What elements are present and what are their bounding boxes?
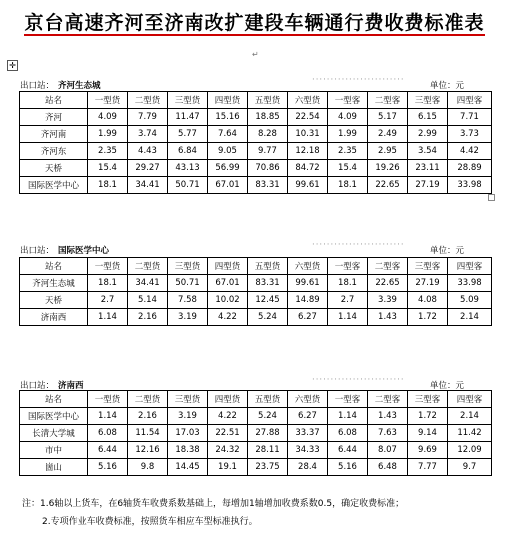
- fee-cell: 5.24: [248, 408, 288, 425]
- fee-cell: 5.16: [88, 459, 128, 476]
- column-header: 三型客: [408, 258, 448, 275]
- fee-cell: 19.26: [368, 160, 408, 177]
- column-header: 五型货: [248, 92, 288, 109]
- fee-cell: 1.14: [328, 408, 368, 425]
- fee-cell: 11.47: [168, 109, 208, 126]
- header-row: [20, 391, 492, 408]
- column-header: 一型客: [328, 92, 368, 109]
- fee-cell: 3.54: [408, 143, 448, 160]
- fee-cell: 34.41: [128, 177, 168, 194]
- note-1: 注：1.6轴以上货车，在6轴货车收费系数基础上，每增加1轴增加收费系数0.5，确定收费标准；: [22, 499, 405, 509]
- table-row: [20, 408, 492, 425]
- table-row: [20, 309, 492, 326]
- fee-cell: 6.84: [168, 143, 208, 160]
- fee-cell: 84.72: [288, 160, 328, 177]
- fee-cell: 15.4: [88, 160, 128, 177]
- fee-cell: 5.09: [448, 292, 492, 309]
- fee-cell: 18.1: [88, 177, 128, 194]
- fee-cell: 5.14: [128, 292, 168, 309]
- table-row: [20, 126, 492, 143]
- column-header: 二型客: [368, 92, 408, 109]
- fee-cell: 56.99: [208, 160, 248, 177]
- fee-cell: 6.08: [328, 425, 368, 442]
- column-header: 二型客: [368, 258, 408, 275]
- fee-cell: 18.38: [168, 442, 208, 459]
- fee-cell: 18.1: [88, 275, 128, 292]
- fee-cell: 9.77: [248, 143, 288, 160]
- table-row: [20, 275, 492, 292]
- fee-cell: 18.1: [328, 177, 368, 194]
- fee-cell: 17.03: [168, 425, 208, 442]
- fee-cell: 14.89: [288, 292, 328, 309]
- fee-cell: 34.33: [288, 442, 328, 459]
- exit-label: 出口站：: [20, 81, 55, 91]
- fee-cell: 10.31: [288, 126, 328, 143]
- table-row: [20, 442, 492, 459]
- unit-label: 单位：元: [430, 246, 465, 256]
- column-header: 五型货: [248, 391, 288, 408]
- station-name-cell: 齐河东: [20, 143, 88, 160]
- fee-cell: 6.15: [408, 109, 448, 126]
- exit-label: 出口站：: [20, 246, 55, 256]
- fee-cell: 4.22: [208, 408, 248, 425]
- fee-cell: 22.65: [368, 177, 408, 194]
- fee-cell: 5.77: [168, 126, 208, 143]
- table-row: [20, 425, 492, 442]
- fee-cell: 15.16: [208, 109, 248, 126]
- section-2-caption: [20, 240, 490, 256]
- fee-cell: 7.77: [408, 459, 448, 476]
- table-resize-handle[interactable]: [488, 194, 495, 201]
- column-header: 四型客: [448, 391, 492, 408]
- fee-cell: 2.49: [368, 126, 408, 143]
- fee-cell: 11.42: [448, 425, 492, 442]
- fee-cell: 6.08: [88, 425, 128, 442]
- fee-cell: 4.08: [408, 292, 448, 309]
- fee-cell: 5.24: [248, 309, 288, 326]
- station-name-cell: 市中: [20, 442, 88, 459]
- fee-cell: 7.58: [168, 292, 208, 309]
- fee-cell: 9.69: [408, 442, 448, 459]
- station-name-cell: 崮山: [20, 459, 88, 476]
- table-row: [20, 160, 492, 177]
- fee-cell: 9.7: [448, 459, 492, 476]
- fee-cell: 14.45: [168, 459, 208, 476]
- exit-label: 出口站：: [20, 381, 55, 391]
- fee-cell: 18.1: [328, 275, 368, 292]
- table-row: [20, 109, 492, 126]
- fee-cell: 3.39: [368, 292, 408, 309]
- leader-dots: ·························: [312, 375, 405, 385]
- fee-cell: 24.32: [208, 442, 248, 459]
- fee-cell: 23.11: [408, 160, 448, 177]
- column-header: 二型货: [128, 92, 168, 109]
- fee-cell: 67.01: [208, 275, 248, 292]
- station-name-cell: 国际医学中心: [20, 177, 88, 194]
- column-header: 六型货: [288, 258, 328, 275]
- column-header: 四型货: [208, 258, 248, 275]
- fee-cell: 15.4: [328, 160, 368, 177]
- fee-cell: 9.05: [208, 143, 248, 160]
- fee-cell: 1.99: [328, 126, 368, 143]
- fee-cell: 28.11: [248, 442, 288, 459]
- leader-dots: ·························: [312, 240, 405, 250]
- fee-table-3: [19, 390, 492, 476]
- fee-cell: 7.71: [448, 109, 492, 126]
- exit-station-name: 济南西: [58, 381, 84, 391]
- column-header: 二型货: [128, 391, 168, 408]
- fee-cell: 3.19: [168, 408, 208, 425]
- column-header: 四型货: [208, 391, 248, 408]
- column-header: 三型货: [168, 258, 208, 275]
- fee-table-2: [19, 257, 492, 326]
- fee-cell: 3.73: [448, 126, 492, 143]
- fee-cell: 4.22: [208, 309, 248, 326]
- fee-cell: 12.09: [448, 442, 492, 459]
- column-header: 五型货: [248, 258, 288, 275]
- fee-cell: 1.72: [408, 309, 448, 326]
- fee-cell: 67.01: [208, 177, 248, 194]
- fee-cell: 6.27: [288, 408, 328, 425]
- fee-cell: 12.18: [288, 143, 328, 160]
- station-name-cell: 齐河南: [20, 126, 88, 143]
- header-row: [20, 258, 492, 275]
- column-header: 四型客: [448, 258, 492, 275]
- page-title-text: 京台高速齐河至济南改扩建段车辆通行费收费标准表: [24, 12, 485, 34]
- fee-cell: 2.7: [328, 292, 368, 309]
- fee-cell: 7.63: [368, 425, 408, 442]
- fee-cell: 2.14: [448, 408, 492, 425]
- fee-cell: 7.64: [208, 126, 248, 143]
- fee-cell: 1.43: [368, 408, 408, 425]
- fee-cell: 22.51: [208, 425, 248, 442]
- table-move-handle-icon[interactable]: ✛: [7, 60, 18, 71]
- fee-cell: 6.44: [88, 442, 128, 459]
- page-title: [0, 8, 509, 35]
- fee-table-1: [19, 91, 492, 194]
- column-header: 四型货: [208, 92, 248, 109]
- column-header: 三型客: [408, 92, 448, 109]
- fee-cell: 2.99: [408, 126, 448, 143]
- fee-cell: 2.35: [88, 143, 128, 160]
- fee-cell: 1.43: [368, 309, 408, 326]
- unit-label: 单位：元: [430, 81, 465, 91]
- fee-cell: 99.61: [288, 275, 328, 292]
- header-row: [20, 92, 492, 109]
- fee-cell: 19.1: [208, 459, 248, 476]
- fee-cell: 9.8: [128, 459, 168, 476]
- column-header: 二型货: [128, 258, 168, 275]
- column-header: 六型货: [288, 391, 328, 408]
- column-header: 三型货: [168, 92, 208, 109]
- fee-cell: 22.54: [288, 109, 328, 126]
- fee-cell: 99.61: [288, 177, 328, 194]
- station-name-cell: 长清大学城: [20, 425, 88, 442]
- fee-cell: 6.48: [368, 459, 408, 476]
- fee-cell: 6.44: [328, 442, 368, 459]
- station-name-cell: 齐河: [20, 109, 88, 126]
- fee-cell: 1.14: [328, 309, 368, 326]
- fee-cell: 33.98: [448, 275, 492, 292]
- fee-cell: 29.27: [128, 160, 168, 177]
- fee-cell: 22.65: [368, 275, 408, 292]
- fee-cell: 2.14: [448, 309, 492, 326]
- fee-cell: 27.19: [408, 275, 448, 292]
- fee-cell: 1.99: [88, 126, 128, 143]
- column-header: 二型客: [368, 391, 408, 408]
- fee-cell: 9.14: [408, 425, 448, 442]
- fee-cell: 23.75: [248, 459, 288, 476]
- station-name-cell: 国际医学中心: [20, 408, 88, 425]
- station-name-cell: 天桥: [20, 292, 88, 309]
- column-header: 一型客: [328, 258, 368, 275]
- note-2: 2.专项作业车收费标准，按照货车相应车型标准执行。: [42, 517, 258, 527]
- fee-cell: 7.79: [128, 109, 168, 126]
- table-row: [20, 143, 492, 160]
- fee-cell: 11.54: [128, 425, 168, 442]
- fee-cell: 27.19: [408, 177, 448, 194]
- table-row: [20, 292, 492, 309]
- unit-label: 单位：元: [430, 381, 465, 391]
- column-header: 一型货: [88, 391, 128, 408]
- fee-cell: 8.07: [368, 442, 408, 459]
- fee-cell: 2.35: [328, 143, 368, 160]
- column-header: 四型客: [448, 92, 492, 109]
- fee-cell: 10.02: [208, 292, 248, 309]
- fee-cell: 33.37: [288, 425, 328, 442]
- fee-cell: 50.71: [168, 275, 208, 292]
- fee-cell: 2.7: [88, 292, 128, 309]
- column-header: 站名: [20, 92, 88, 109]
- exit-station-name: 齐河生态城: [58, 81, 101, 91]
- fee-cell: 12.45: [248, 292, 288, 309]
- column-header: 站名: [20, 391, 88, 408]
- fee-cell: 2.95: [368, 143, 408, 160]
- fee-cell: 4.09: [328, 109, 368, 126]
- fee-cell: 33.98: [448, 177, 492, 194]
- fee-cell: 2.16: [128, 408, 168, 425]
- column-header: 站名: [20, 258, 88, 275]
- column-header: 三型货: [168, 391, 208, 408]
- fee-cell: 28.89: [448, 160, 492, 177]
- fee-cell: 3.74: [128, 126, 168, 143]
- fee-cell: 83.31: [248, 177, 288, 194]
- column-header: 三型客: [408, 391, 448, 408]
- fee-cell: 43.13: [168, 160, 208, 177]
- exit-station-name: 国际医学中心: [58, 246, 110, 256]
- column-header: 一型货: [88, 92, 128, 109]
- fee-cell: 6.27: [288, 309, 328, 326]
- table-row: [20, 177, 492, 194]
- fee-cell: 2.16: [128, 309, 168, 326]
- fee-cell: 5.16: [328, 459, 368, 476]
- fee-cell: 4.43: [128, 143, 168, 160]
- fee-cell: 27.88: [248, 425, 288, 442]
- table-row: [20, 459, 492, 476]
- fee-cell: 18.85: [248, 109, 288, 126]
- station-name-cell: 天桥: [20, 160, 88, 177]
- fee-cell: 5.17: [368, 109, 408, 126]
- fee-cell: 28.4: [288, 459, 328, 476]
- station-name-cell: 齐河生态城: [20, 275, 88, 292]
- fee-cell: 1.14: [88, 408, 128, 425]
- column-header: 一型客: [328, 391, 368, 408]
- column-header: 一型货: [88, 258, 128, 275]
- column-header: 六型货: [288, 92, 328, 109]
- fee-cell: 70.86: [248, 160, 288, 177]
- fee-cell: 50.71: [168, 177, 208, 194]
- fee-cell: 34.41: [128, 275, 168, 292]
- fee-cell: 4.42: [448, 143, 492, 160]
- paragraph-mark: ↵: [252, 50, 259, 59]
- fee-cell: 4.09: [88, 109, 128, 126]
- fee-cell: 8.28: [248, 126, 288, 143]
- leader-dots: ·························: [312, 75, 405, 85]
- fee-cell: 1.14: [88, 309, 128, 326]
- fee-cell: 83.31: [248, 275, 288, 292]
- station-name-cell: 济南西: [20, 309, 88, 326]
- fee-cell: 3.19: [168, 309, 208, 326]
- fee-cell: 1.72: [408, 408, 448, 425]
- section-1-caption: [20, 75, 490, 91]
- fee-cell: 12.16: [128, 442, 168, 459]
